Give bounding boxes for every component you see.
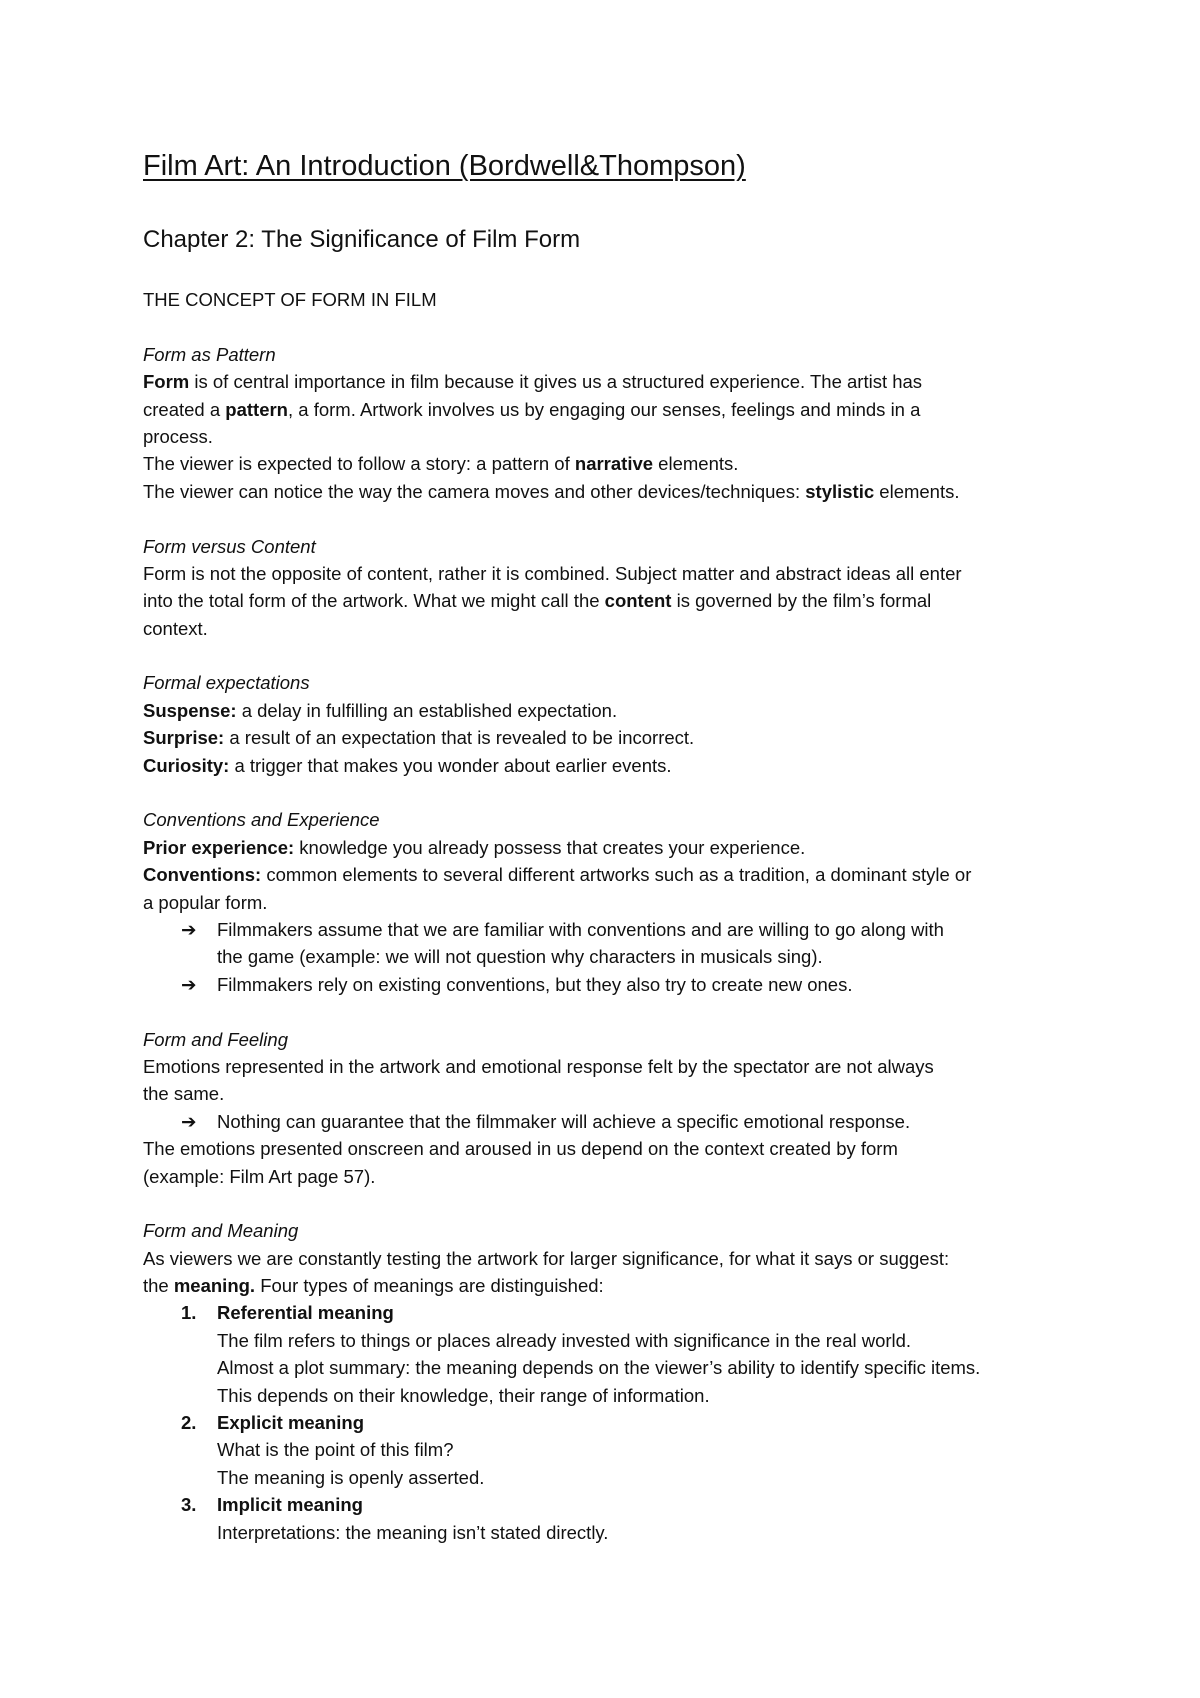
spacer (143, 1190, 1088, 1217)
subheading-form-and-feeling: Form and Feeling (143, 1028, 288, 1050)
paragraph-line: As viewers we are constantly testing the artwork for larger significance, for what it says or suggest: (143, 1247, 950, 1269)
spacer (143, 998, 1088, 1025)
item-number: 2. (181, 1412, 197, 1434)
item-label: Referential meaning (217, 1302, 394, 1324)
arrow-right-icon: ➔ (181, 973, 197, 995)
definition-suspense (143, 697, 1088, 724)
text-span: a delay in fulfilling an established expectation. (236, 699, 618, 721)
paragraph-line (143, 587, 1088, 614)
bold-term: Form (143, 371, 190, 393)
bold-term: Surprise: (143, 727, 225, 749)
bold-term: Suspense: (143, 699, 237, 721)
text-span: a result of an expectation that is revealed to be incorrect. (224, 727, 695, 749)
paragraph-line: context. (143, 617, 208, 639)
subheading-form-versus-content: Form versus Content (143, 535, 316, 557)
text-span: the (143, 1275, 174, 1297)
item-number: 1. (181, 1302, 197, 1324)
bold-term: Curiosity: (143, 754, 230, 776)
text-span: elements. (653, 453, 739, 475)
bold-term: Prior experience: (143, 836, 295, 858)
item-label: Explicit meaning (217, 1412, 365, 1434)
paragraph-line (143, 1272, 1088, 1299)
paragraph-line (143, 396, 1088, 423)
section-heading: THE CONCEPT OF FORM IN FILM (143, 289, 437, 310)
item-label: Implicit meaning (217, 1494, 363, 1516)
paragraph-line (143, 478, 1088, 505)
paragraph-line: process. (143, 425, 213, 447)
text-span: is governed by the film’s formal (671, 590, 932, 612)
arrow-right-icon: ➔ (181, 918, 197, 940)
arrow-bullet-continuation: the game (example: we will not question why characters in musicals sing). (217, 946, 823, 968)
paragraph-line: Form is not the opposite of content, rather it is combined. Subject matter and abstract ideas all enter (143, 562, 962, 584)
numbered-item-text: What is the point of this film? (217, 1439, 454, 1461)
text-span: The viewer can notice the way the camera moves and other devices/techniques: (143, 480, 806, 502)
item-number: 3. (181, 1494, 197, 1516)
numbered-item-text: The meaning is openly asserted. (217, 1466, 485, 1488)
bullet-text: Nothing can guarantee that the filmmaker will achieve a specific emotional response. (217, 1110, 911, 1132)
text-span: a trigger that makes you wonder about earlier events. (229, 754, 672, 776)
bold-term: content (604, 590, 672, 612)
bold-term: narrative (574, 453, 654, 475)
spacer (143, 313, 1088, 340)
subheading-form-and-meaning: Form and Meaning (143, 1220, 299, 1242)
subheading-formal-expectations: Formal expectations (143, 672, 310, 694)
definition-prior-experience (143, 834, 1088, 861)
text-span: Four types of meanings are distinguished: (255, 1275, 604, 1297)
arrow-bullet (143, 971, 1088, 998)
text-span: is of central importance in film because it gives us a structured experience. The artist has (189, 371, 923, 393)
text-span: created a (143, 398, 226, 420)
document-body (143, 286, 1088, 1546)
bold-term: meaning. (173, 1275, 256, 1297)
definition-curiosity (143, 752, 1088, 779)
paragraph-line: Emotions represented in the artwork and emotional response felt by the spectator are not always (143, 1055, 934, 1077)
paragraph-line (143, 450, 1088, 477)
subheading-conventions-and-experience: Conventions and Experience (143, 809, 380, 831)
spacer (143, 505, 1088, 532)
spacer (143, 779, 1088, 806)
arrow-right-icon: ➔ (181, 1110, 197, 1132)
numbered-item-text: Almost a plot summary: the meaning depends on the viewer’s ability to identify specific items. (217, 1357, 981, 1379)
numbered-item-text: This depends on their knowledge, their range of information. (217, 1384, 710, 1406)
bold-term: Conventions: (143, 864, 262, 886)
paragraph-line: The emotions presented onscreen and aroused in us depend on the context created by form (143, 1138, 898, 1160)
bullet-text: Filmmakers rely on existing conventions, but they also try to create new ones. (217, 973, 853, 995)
text-span: elements. (874, 480, 960, 502)
paragraph-line: a popular form. (143, 891, 268, 913)
paragraph-line: the same. (143, 1083, 225, 1105)
definition-surprise (143, 724, 1088, 751)
arrow-bullet (143, 916, 1088, 943)
text-span: The viewer is expected to follow a story: a pattern of (143, 453, 575, 475)
paragraph-line: (example: Film Art page 57). (143, 1165, 376, 1187)
text-span: common elements to several different artworks such as a tradition, a dominant style or (261, 864, 972, 886)
text-span: into the total form of the artwork. What we might call the (143, 590, 605, 612)
text-span: knowledge you already possess that creates your experience. (294, 836, 806, 858)
numbered-item-heading (143, 1491, 1088, 1518)
numbered-item-heading (143, 1299, 1088, 1326)
text-span: , a form. Artwork involves us by engaging our senses, feelings and minds in a (287, 398, 921, 420)
arrow-bullet (143, 1108, 1088, 1135)
paragraph-line (143, 368, 1088, 395)
document-title: Film Art: An Introduction (Bordwell&Thompson) (143, 150, 746, 182)
numbered-item-text: Interpretations: the meaning isn’t stated directly. (217, 1521, 609, 1543)
bold-term: stylistic (805, 480, 875, 502)
bold-term: pattern (225, 398, 288, 420)
subheading-form-as-pattern: Form as Pattern (143, 343, 276, 365)
numbered-item-heading (143, 1409, 1088, 1436)
spacer (143, 642, 1088, 669)
numbered-item-text: The film refers to things or places already invested with significance in the real world. (217, 1329, 912, 1351)
bullet-text: Filmmakers assume that we are familiar with conventions and are willing to go along with (217, 918, 944, 940)
chapter-heading: Chapter 2: The Significance of Film Form (143, 226, 581, 253)
definition-conventions (143, 861, 1088, 888)
